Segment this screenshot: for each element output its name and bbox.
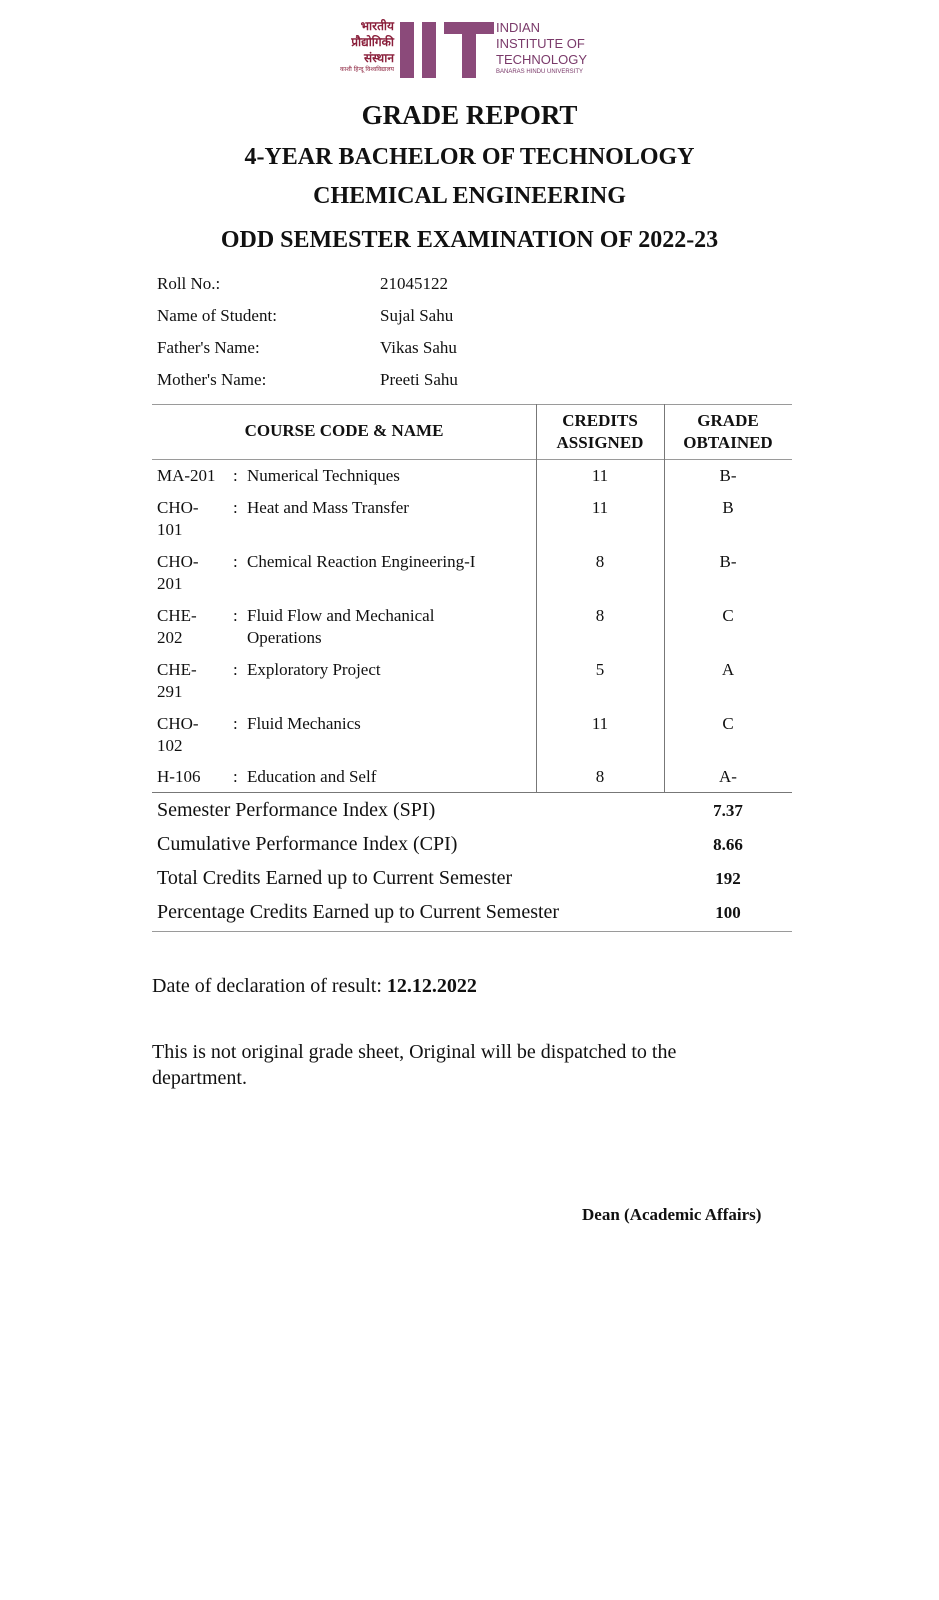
logo-t-stem	[462, 22, 476, 78]
summary-label-spi: Semester Performance Index (SPI)	[157, 799, 436, 821]
logo-english-line: BANARAS HINDU UNIVERSITY	[496, 69, 584, 75]
summary-label-total-credits: Total Credits Earned up to Current Semester	[157, 867, 513, 889]
logo-hindi-line: काशी हिन्दू विश्वविद्यालय	[340, 66, 394, 73]
summary-bottom-rule	[152, 931, 792, 932]
grade-value: C	[722, 606, 734, 625]
course-name: Exploratory Project	[247, 660, 381, 679]
credits-value: 5	[595, 660, 605, 679]
header-grade	[664, 410, 792, 454]
info-value: Sujal Sahu	[380, 306, 454, 325]
course-name: Heat and Mass Transfer	[247, 498, 409, 517]
credits-value: 11	[591, 466, 609, 485]
header-grade-line: GRADE	[697, 411, 759, 430]
summary-value-percentage-credits: 100	[715, 903, 741, 922]
course-code: CHO- 101	[157, 498, 199, 539]
exam-title: ODD SEMESTER EXAMINATION OF 2022-23	[220, 227, 719, 253]
logo-hindi-line: प्रौद्योगिकी	[351, 35, 394, 49]
signatory: Dean (Academic Affairs)	[582, 1205, 762, 1224]
grade-value: A	[721, 660, 735, 679]
credits-value: 8	[595, 552, 605, 571]
info-value: 21045122	[380, 274, 448, 293]
course-code: CHE- 202	[157, 606, 197, 647]
separator: :	[233, 660, 238, 679]
separator: :	[233, 552, 238, 571]
table-bottom-rule	[152, 792, 792, 793]
grade-value: B	[722, 498, 734, 517]
logo-hindi-text	[320, 18, 394, 74]
program-title: 4-YEAR BACHELOR OF TECHNOLOGY	[244, 144, 695, 170]
logo-iit-mark	[400, 22, 500, 78]
grade-value: B-	[719, 552, 737, 571]
grade-value: A-	[719, 767, 737, 786]
table-header-rule	[152, 459, 792, 460]
disclaimer-note: This is not original grade sheet, Original will be dispatched to the department.	[152, 1041, 677, 1089]
grade-value: B-	[719, 466, 737, 485]
logo-english-line: INSTITUTE OF	[496, 36, 585, 51]
declaration-label: Date of declaration of result:	[152, 975, 382, 997]
credits-value: 8	[595, 767, 605, 786]
separator: :	[233, 606, 238, 625]
course-name: Numerical Techniques	[247, 466, 400, 485]
course-code: CHE- 291	[157, 660, 197, 701]
summary-value-cpi: 8.66	[713, 835, 743, 854]
header-credits	[536, 410, 664, 454]
declaration-date	[152, 975, 477, 998]
grade-value: C	[722, 714, 734, 733]
separator: :	[233, 498, 238, 517]
declaration-value: 12.12.2022	[386, 975, 477, 997]
info-value: Preeti Sahu	[380, 370, 458, 389]
iit-bhu-logo	[320, 18, 620, 80]
info-value: Vikas Sahu	[380, 338, 457, 357]
separator: :	[233, 767, 238, 786]
header-grade-line: OBTAINED	[683, 433, 773, 452]
info-label: Father's Name:	[157, 338, 260, 357]
summary-value-total-credits: 192	[715, 869, 741, 888]
logo-english-line: TECHNOLOGY	[496, 52, 588, 67]
course-name: Fluid Flow and Mechanical Operations	[247, 606, 435, 647]
credits-value: 8	[595, 606, 605, 625]
info-label: Name of Student:	[157, 306, 277, 325]
logo-i-bar	[422, 22, 436, 78]
header-credits-line: CREDITS	[562, 411, 638, 430]
separator: :	[233, 714, 238, 733]
credits-value: 11	[591, 714, 609, 733]
logo-english-text	[496, 20, 587, 76]
course-name: Fluid Mechanics	[247, 714, 361, 733]
course-code: CHO- 201	[157, 552, 199, 593]
course-code: H-106	[157, 767, 201, 786]
course-name: Chemical Reaction Engineering-I	[247, 552, 476, 571]
course-code: MA-201	[157, 466, 216, 485]
info-label: Roll No.:	[157, 274, 221, 293]
logo-hindi-line: भारतीय	[360, 19, 394, 33]
logo-i-bar	[400, 22, 414, 78]
header-course: COURSE CODE & NAME	[244, 421, 444, 440]
separator: :	[233, 466, 238, 485]
logo-english-line: INDIAN	[496, 20, 541, 35]
summary-label-cpi: Cumulative Performance Index (CPI)	[157, 833, 458, 855]
report-title: GRADE REPORT	[361, 100, 578, 130]
summary-label-percentage-credits: Percentage Credits Earned up to Current Semester	[157, 901, 560, 923]
course-code: CHO- 102	[157, 714, 199, 755]
credits-value: 11	[591, 498, 609, 517]
department-title: CHEMICAL ENGINEERING	[313, 183, 626, 209]
logo-hindi-line: संस्थान	[364, 51, 394, 65]
course-name: Education and Self	[247, 767, 377, 786]
header-credits-line: ASSIGNED	[556, 433, 644, 452]
info-label: Mother's Name:	[157, 370, 267, 389]
table-top-rule	[152, 404, 792, 405]
summary-value-spi: 7.37	[713, 801, 743, 820]
